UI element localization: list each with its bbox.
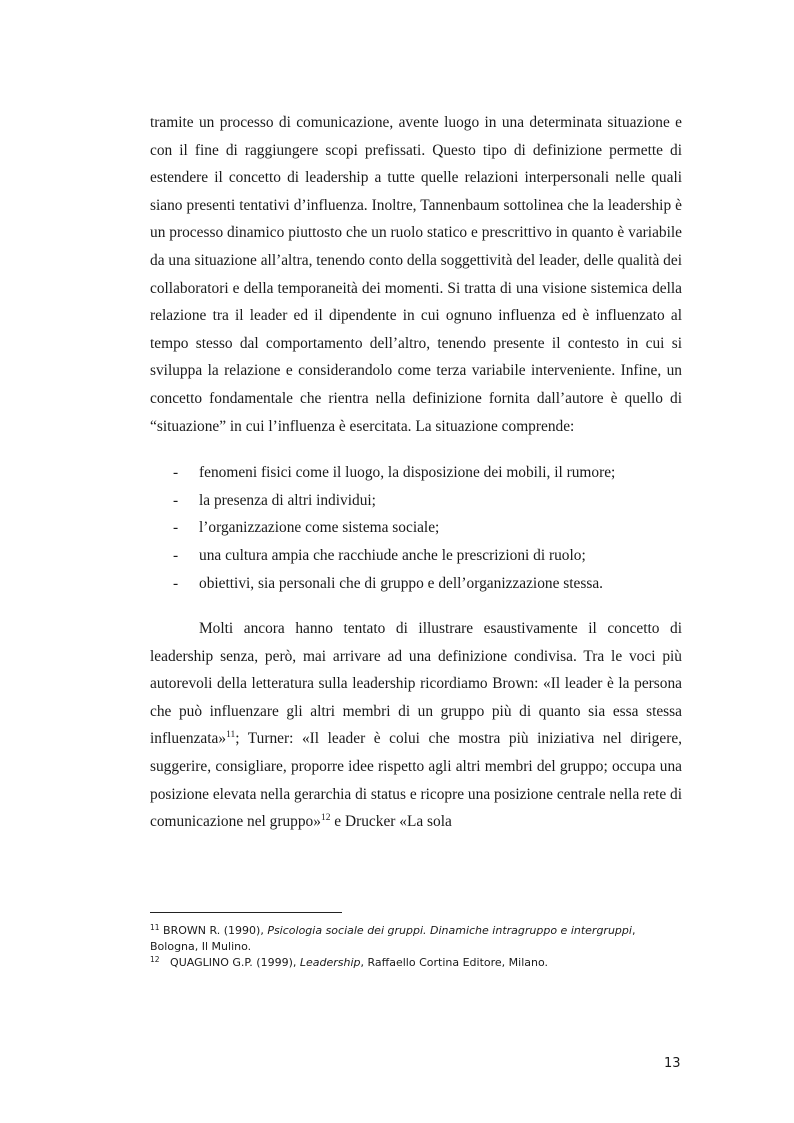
footnote-12: $^{12}$ QUAGLINO G.P. (1999), Leadership, Raffaello Cortina Editore, Milano. xyxy=(150,955,549,969)
footnote-ref-11[interactable]: 11 xyxy=(226,730,236,741)
situation-list xyxy=(150,459,682,597)
list-item: - obiettivi, sia personali che di gruppo e dell’organizzazione stessa. xyxy=(150,570,682,598)
list-item: - la presenza di altri individui; xyxy=(150,487,682,515)
list-item: - fenomeni fisici come il luogo, la disposizione dei mobili, il rumore; xyxy=(150,459,682,487)
bullet-dash: - xyxy=(173,491,179,509)
bullet-dash: - xyxy=(173,519,179,537)
list-item: - l’organizzazione come sistema sociale; xyxy=(150,514,682,542)
page-number: 13 xyxy=(664,1056,681,1071)
list-item: - una cultura ampia che racchiude anche le prescrizioni di ruolo; xyxy=(150,542,682,570)
page-body xyxy=(150,109,682,836)
footnote-separator xyxy=(150,912,342,913)
footnote-ref-12[interactable]: 12 xyxy=(320,813,331,824)
paragraph-2: Molti ancora hanno tentato di illustrare esaustivamente il concetto di leadership senza, però, mai arrivare ad una definizione condivisa. Tra le voci più autorevoli della letteratura sulla leadership ricordiamo Brown: «Il leader è la persona che può influenzare gli altri membri di un gruppo più di quanto sia essa stessa influenzata»$^{11}$; Turner: «Il leader è colui che mostra più iniziativa nel dirigere, suggerire, consigliare, proporre idee rispetto agli altri membri del gruppo; occupa una posizione elevata nella gerarchia di status e ricopre una posizione centrale nella rete di comunicazione nel gruppo»$^{12}$ e Drucker «La sola xyxy=(150,620,683,831)
paragraph-1: tramite un processo di comunicazione, avente luogo in una determinata situazione e con il fine di raggiungere scopi prefissati. Questo tipo di definizione permette di estendere il concetto di leadership a tutte quelle relazioni interpersonali nelle quali siano presenti tentativi d’influenza. Inoltre, Tannenbaum sottolinea che la leadership è un processo dinamico piuttosto che un ruolo statico e prescrittivo in quanto è variabile da una situazione all’altra, tenendo conto della soggettività del leader, delle qualità dei collaboratori e della temporaneità dei momenti. Si tratta di una visione sistemica della relazione tra il leader ed il dipendente in cui ognuno influenza ed è influenzato al tempo stesso dal comportamento dell’altro, tenendo presente il contesto in cui si sviluppa la relazione e considerandolo come terza variabile interveniente. Infine, un concetto fondamentale che rientra nella definizione fornita dall’autore è quello di “situazione” in cui l’influenza è esercitata. La situazione comprende: xyxy=(150,114,682,435)
bullet-dash: - xyxy=(173,546,179,564)
bullet-dash: - xyxy=(173,574,179,592)
footnotes xyxy=(150,923,684,971)
bullet-dash: - xyxy=(173,464,179,482)
footnote-11: $^{11}$ BROWN R. (1990), Psicologia sociale dei gruppi. Dinamiche intragruppo e intergruppi, Bologna, Il Mulino. xyxy=(150,923,636,953)
